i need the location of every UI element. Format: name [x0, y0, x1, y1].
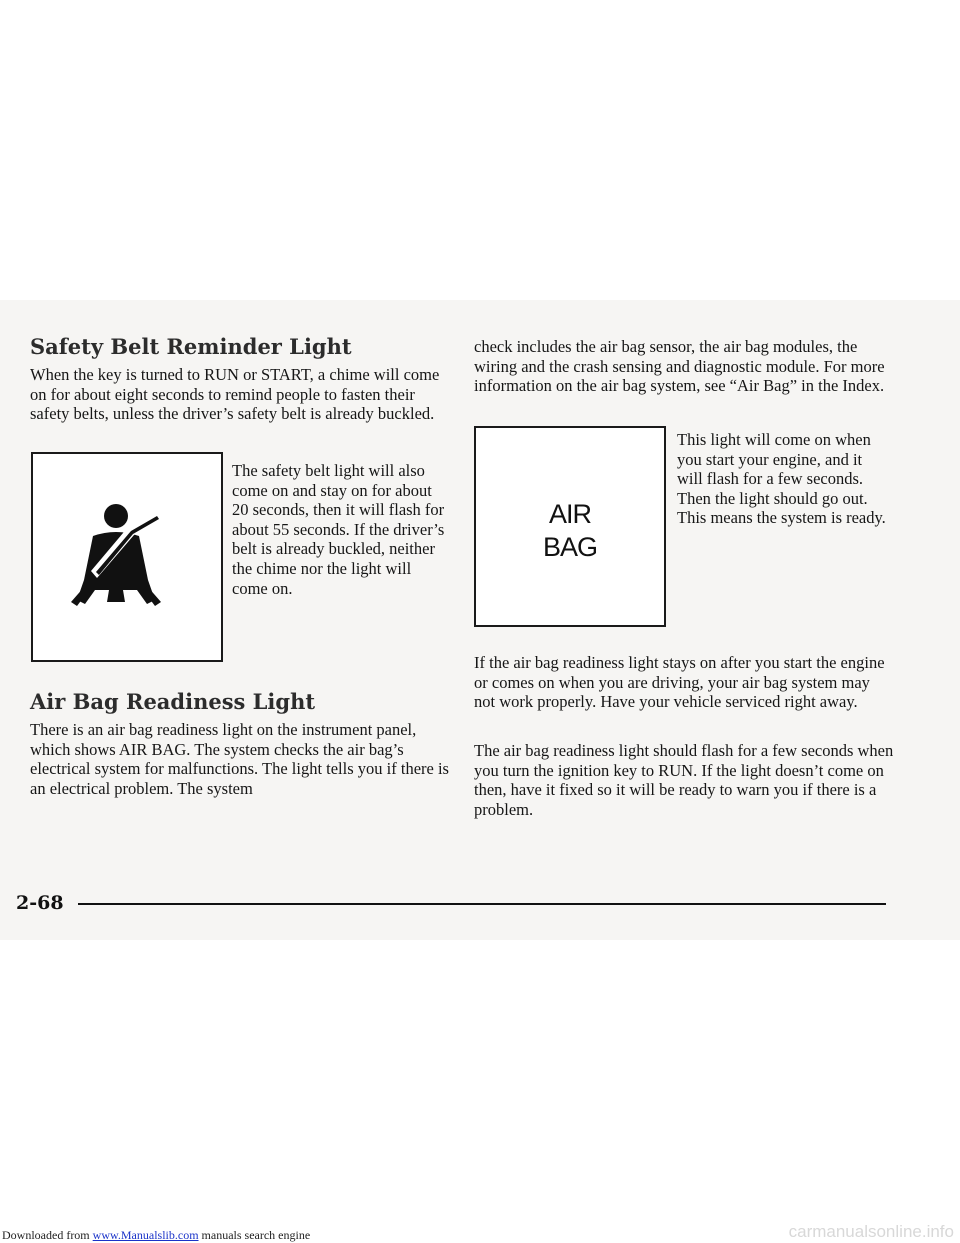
air-bag-paragraph-3: The air bag readiness light should flash for a few seconds when you turn the ignition key to RUN. If the light doesn’t come on then, have it fixed so it will be ready to warn you if there is a problem. [474, 741, 894, 819]
air-bag-figure [474, 426, 666, 627]
air-bag-paragraph-2: If the air bag readiness light stays on after you start the engine or comes on when you are driving, your air bag system may not work properly. Have your vehicle serviced right away. [474, 653, 885, 712]
safety-belt-side-text: The safety belt light will also come on and stay on for about 20 seconds, then it will flash for about 55 seconds. If the driver’s belt is already buckled, neither the chime nor the light will come on. [232, 461, 445, 598]
air-bag-continued: check includes the air bag sensor, the air bag modules, the wiring and the crash sensing and diagnostic module. For more information on the air bag system, see “Air Bag” in the Index. [474, 337, 885, 396]
air-bag-side-text: This light will come on when you start your engine, and it will flash for a few seconds. Then the light should go out. This means the system is ready. [677, 430, 886, 528]
air-bag-intro: There is an air bag readiness light on the instrument panel, which shows AIR BAG. The system checks the air bag’s electrical system for malfunctions. The light tells you if there is an electrical problem. The system [30, 720, 449, 798]
page-number: 2-68 [16, 892, 68, 914]
manualslib-link[interactable]: www.Manualslib.com [92, 1228, 199, 1242]
air-bag-label-line2: BAG [542, 532, 598, 562]
watermark: carmanualsonline.info [788, 1222, 954, 1241]
seatbelt-icon [33, 454, 221, 660]
section-title-air-bag: Air Bag Readiness Light [30, 689, 316, 714]
section-title-safety-belt: Safety Belt Reminder Light [30, 334, 352, 359]
footer-prefix: Downloaded from [2, 1228, 93, 1242]
footer-suffix: manuals search engine [198, 1228, 311, 1242]
air-bag-label-line1: AIR [548, 499, 591, 529]
footer-rule [78, 903, 886, 905]
seatbelt-figure [31, 452, 223, 662]
download-footer [2, 1228, 310, 1243]
safety-belt-intro: When the key is turned to RUN or START, a chime will come on for about eight seconds to remind people to fasten their safety belts, unless the driver’s safety belt is already buckled. [30, 365, 440, 424]
